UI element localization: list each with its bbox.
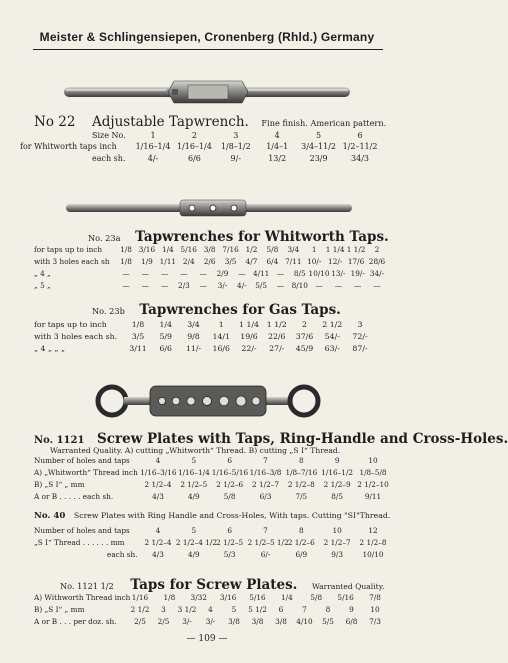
screw-plate-image — [96, 381, 320, 421]
adjustable-tapwrench-image — [62, 75, 354, 109]
s40-counts-cell: 6 — [227, 526, 232, 535]
s23b-h4-cell: 22/- — [241, 344, 257, 353]
s1121h-a-cell: 5/16 — [249, 593, 266, 602]
s22-label-1: for Whitworth taps inch — [20, 142, 117, 151]
s23a-h3-cell: 6/4 — [266, 257, 279, 266]
s22-sizes-cell: 6 — [357, 131, 363, 140]
s23b-sizes-cell: 1/4 — [159, 320, 173, 329]
s23a-title: Tapwrenches for Whitworth Taps. — [135, 229, 389, 245]
s23a-h5-cell: — — [122, 281, 130, 290]
s1121-b-cell: 2 1/2–6 — [216, 480, 244, 489]
s23a-h4-cell: 4/11 — [252, 269, 270, 278]
s1121-prices-cell: 9/11 — [364, 492, 382, 501]
s1121h-prices-cell: 3/8 — [251, 617, 264, 626]
s23a-h4-cell: 2/9 — [216, 269, 229, 278]
s1121h-prices-cell: 3/8 — [228, 617, 240, 626]
s23a-h4-cell: 19/- — [350, 269, 365, 278]
s23b-h4-cell: 3/11 — [129, 344, 147, 353]
s23a-sizes-cell: 5/8 — [266, 245, 279, 254]
s23a-h3-cell: 1/9 — [141, 257, 153, 266]
s22-sizes-cell: 1 — [150, 131, 156, 140]
s1121h-number: No. 1121 1/2 — [60, 581, 114, 591]
s1121-a-cell: 1/16–1/4 — [177, 468, 210, 477]
s1121h-prices-cell: 3/- — [182, 617, 192, 626]
s1121h-a-cell: 1/16 — [131, 593, 149, 602]
s40-counts-cell: 5 — [191, 526, 197, 535]
s23b-h3-cell: 9/8 — [187, 332, 200, 341]
s22-table — [0, 131, 414, 167]
s23a-h4-cell: — — [238, 269, 246, 278]
s1121-counts-cell: 5 — [191, 456, 197, 465]
s23a-h5-cell: 3/- — [217, 281, 228, 290]
s23a-sizes-cell: 1/4 — [161, 245, 174, 254]
s40-mm-cell: 2 1/2–5 — [216, 538, 244, 547]
s23a-h3-cell: 28/6 — [368, 257, 386, 266]
s1121h-a-cell: 1/4 — [281, 593, 293, 602]
s1121-number: No. 1121 — [34, 435, 85, 446]
page-header: Meister & Schlingensiepen, Cronenberg (Rhld.) Germany — [39, 30, 375, 44]
s23a-h5-cell: — — [276, 281, 285, 290]
s40-label-2: each sh. — [107, 550, 138, 559]
s23a-h3-cell: 17/6 — [347, 257, 365, 266]
s23a-sizes-cell: 3/16 — [138, 245, 156, 254]
s40-prices-cell: 10/10 — [362, 550, 384, 559]
s1121h-label-1: B) „S I“ „ mm — [34, 605, 85, 614]
s23a-sizes-cell: 1 1/4 — [325, 245, 345, 254]
s1121-counts-cell: 7 — [263, 456, 268, 465]
s1121-a-cell: 1/8–7/16 — [285, 468, 318, 477]
s40-mm-cell: 2 1/2–4 — [144, 538, 172, 547]
s23a-sizes-cell: 1 1/2 — [346, 245, 366, 254]
s23b-h4-cell: 27/- — [269, 344, 285, 353]
s23b-sizes-cell: 1 1/2 — [266, 320, 287, 329]
s1121h-b-cell: 3 — [161, 605, 166, 614]
s40-counts-cell: 4 — [155, 526, 161, 535]
s1121h-prices-cell: 3/8 — [275, 617, 287, 626]
s1121-b-cell: 2 1/2–7 — [252, 480, 279, 489]
s23a-table — [0, 245, 414, 293]
s23a-h4-cell: — — [199, 269, 207, 278]
s23a-sizes-cell: 2 — [374, 245, 380, 254]
s1121h-a-cell: 1/8 — [163, 593, 176, 602]
s1121-prices-cell: 6/3 — [259, 492, 272, 501]
s23b-h4-cell: 87/- — [352, 344, 368, 353]
s1121h-b-cell: 2 1/2 — [130, 605, 150, 614]
s22-title: Adjustable Tapwrench. — [92, 114, 249, 130]
s22-sizes-cell: 5 — [316, 131, 322, 140]
s23b-sizes-cell: 2 — [302, 320, 307, 329]
s23a-h4-cell: 34/- — [369, 269, 385, 278]
s1121-counts-cell: 9 — [334, 456, 340, 465]
s22-taps-cell: 1/16–1/4 — [135, 142, 171, 151]
s23b-h3-cell: 3/5 — [131, 332, 145, 341]
s40-mm-cell: 2 1/2–6 — [287, 538, 315, 547]
s1121-a-cell: 1/16–5/16 — [211, 468, 249, 477]
s1121-counts-cell: 10 — [368, 456, 378, 465]
s23a-h5-cell: — — [141, 281, 149, 290]
s1121h-b-cell: 7 — [302, 605, 307, 614]
s23a-h5-cell: — — [354, 281, 362, 290]
s23b-h4-cell: 11/- — [185, 344, 202, 353]
s22-taps-cell: 1/16–1/4 — [176, 142, 212, 151]
s1121h-b-cell: 6 — [278, 605, 284, 614]
s23a-h3-cell: 1/8 — [120, 257, 132, 266]
s1121h-label-2: A or B . . . per doz. sh. — [34, 617, 117, 626]
s22-prices-cell: 9/- — [230, 154, 242, 163]
s40-prices-cell: 6/- — [260, 550, 271, 559]
s23a-h4-cell: — — [276, 269, 285, 278]
s1121-label-2: B) „S I“ „ mm — [34, 480, 85, 489]
s1121h-a-cell: 3/32 — [190, 593, 207, 602]
s1121-counts-cell: 8 — [299, 456, 304, 465]
s22-label-0: Size No. — [92, 131, 126, 140]
s22-sizes-cell: 3 — [233, 131, 239, 140]
s1121h-b-cell: 8 — [325, 605, 331, 614]
s23b-label-2: „ 4 „ „ „ — [34, 344, 66, 353]
s23b-sizes-cell: 3 — [357, 320, 363, 329]
s23b-sizes-cell: 1/8 — [131, 320, 145, 329]
s23a-h5-cell: — — [373, 281, 381, 290]
s1121h-prices-cell: 7/3 — [369, 617, 381, 626]
s23a-sizes-cell: 1/2 — [245, 245, 258, 254]
s23a-h5-cell: 2/3 — [178, 281, 190, 290]
s1121h-a-cell: 5/16 — [337, 593, 354, 602]
s1121-counts-cell: 4 — [155, 456, 161, 465]
s1121-a-cell: 1/16–1/2 — [321, 468, 354, 477]
s1121-b-cell: 2 1/2–9 — [323, 480, 351, 489]
s40-title: Screw Plates with Ring Handle and Cross-Holes, With taps. Cutting "SI"Thread. — [73, 511, 391, 520]
s1121h-a-cell: 5/8 — [310, 593, 323, 602]
s1121h-prices-cell: 2/5 — [134, 617, 146, 626]
s22-taps-cell: 1/4–1 — [266, 142, 289, 151]
s1121-a-cell: 1/16–3/16 — [140, 468, 177, 477]
s22-number: No 22 — [34, 114, 76, 130]
s23b-h3-cell: 5/9 — [159, 332, 173, 341]
s23a-h4-cell: — — [122, 269, 130, 278]
s23a-label-2: „ 4 „ — [34, 269, 51, 278]
s23b-sizes-cell: 1 1/4 — [239, 320, 259, 329]
s40-prices-cell: 4/9 — [187, 550, 200, 559]
s1121-label-3: A or B . . . . . each sh. — [34, 492, 114, 501]
s1121h-title: Taps for Screw Plates. — [130, 577, 298, 593]
s22-label-2: each sh. — [92, 154, 126, 163]
header-rule — [33, 49, 383, 50]
s1121-counts-cell: 6 — [227, 456, 232, 465]
s23a-h5-cell: — — [334, 281, 343, 290]
s23a-sizes-cell: 1/8 — [120, 245, 132, 254]
s40-table — [0, 526, 414, 562]
s40-prices-cell: 4/3 — [152, 550, 164, 559]
s23a-h3-cell: 1/11 — [159, 257, 177, 266]
s23b-h4-cell: 16/6 — [212, 344, 230, 353]
s1121h-b-cell: 5 — [231, 605, 237, 614]
s40-label-0: Number of holes and taps — [34, 526, 130, 535]
s23a-h3-cell: 3/5 — [224, 257, 237, 266]
s23b-sizes-cell: 3/4 — [187, 320, 200, 329]
s22-prices-cell: 34/3 — [351, 154, 369, 163]
s1121h-b-cell: 10 — [370, 605, 380, 614]
s1121-title: Screw Plates with Taps, Ring-Handle and Cross-Holes. — [97, 431, 508, 447]
s40-counts-cell: 8 — [299, 526, 304, 535]
s40-mm-cell: 2 1/2–5 1/2 — [247, 538, 289, 547]
s23a-h4-cell: — — [141, 269, 149, 278]
s40-prices-cell: 6/9 — [295, 550, 308, 559]
s40-label-1: „S I“ Thread . . . . . . mm — [34, 538, 125, 547]
s23b-h4-cell: 63/- — [324, 344, 340, 353]
s22-taps-cell: 3/4–11/2 — [301, 142, 337, 151]
s40-prices-cell: 9/3 — [331, 550, 344, 559]
s23b-table — [0, 320, 414, 358]
s23a-h4-cell: — — [180, 269, 188, 278]
s23a-sizes-cell: 5/16 — [180, 245, 197, 254]
s23a-h3-cell: 12/- — [328, 257, 343, 266]
s23a-h3-cell: 2/4 — [182, 257, 195, 266]
s1121-b-cell: 2 1/2–10 — [357, 480, 389, 489]
s1121h-b-cell: 5 1/2 — [248, 605, 267, 614]
s1121-b-cell: 2 1/2–8 — [287, 480, 315, 489]
s40-number: No. 40 — [34, 511, 66, 521]
s23a-sizes-cell: 1 — [311, 245, 317, 254]
s23b-title: Tapwrenches for Gas Taps. — [139, 302, 341, 318]
s22-prices-cell: 23/9 — [309, 154, 328, 163]
s23b-h4-cell: 6/6 — [159, 344, 173, 353]
s1121-label-0: Number of holes and taps — [34, 456, 130, 465]
tapwrench-whitworth-image — [64, 197, 352, 219]
s1121h-prices-cell: 6/8 — [345, 617, 358, 626]
s40-prices-cell: 5/3 — [223, 550, 236, 559]
s22-note: Fine finish. American pattern. — [261, 118, 387, 128]
s23a-h5-cell: — — [160, 281, 169, 290]
s23a-h5-cell: — — [315, 281, 323, 290]
s23b-sizes-cell: 2 1/2 — [322, 320, 343, 329]
s1121-prices-cell: 7/5 — [295, 492, 308, 501]
s1121-a-cell: 1/8–5/8 — [359, 468, 387, 477]
s23b-h3-cell: 22/6 — [267, 332, 286, 341]
s23a-h3-cell: 4/7 — [245, 257, 258, 266]
s1121h-b-cell: 9 — [349, 605, 354, 614]
s23b-h3-cell: 54/- — [324, 332, 340, 341]
s22-prices-cell: 6/6 — [187, 154, 201, 163]
s1121-table — [0, 456, 414, 506]
s23a-h5-cell: 5/5 — [255, 281, 268, 290]
s1121h-b-cell: 3 1/2 — [177, 605, 197, 614]
s23a-h5-cell: 8/10 — [291, 281, 308, 290]
s22-prices-cell: 13/2 — [268, 154, 287, 163]
page-number: — 109 — — [186, 634, 228, 644]
s1121h-label-0: A) Withworth Thread inch — [34, 593, 131, 602]
s1121-prices-cell: 4/9 — [187, 492, 200, 501]
s1121-a-cell: 1/16–3/8 — [249, 468, 282, 477]
s1121h-prices-cell: 4/10 — [296, 617, 313, 626]
s23b-label-1: with 3 holes each sh. — [34, 332, 118, 341]
s23b-number: No. 23b — [92, 306, 125, 316]
s40-counts-cell: 10 — [332, 526, 342, 535]
s1121-b-cell: 2 1/2–5 — [180, 480, 208, 489]
s23a-h4-cell: 8/5 — [293, 269, 306, 278]
s1121h-b-cell: 4 — [208, 605, 213, 614]
s23a-h5-cell: 4/- — [237, 281, 247, 290]
s40-counts-cell: 7 — [263, 526, 268, 535]
s1121h-table — [0, 593, 414, 629]
s23b-h3-cell: 37/6 — [295, 332, 314, 341]
s23a-sizes-cell: 7/16 — [222, 245, 239, 254]
s22-sizes-cell: 2 — [191, 131, 197, 140]
s23a-sizes-cell: 3/4 — [287, 245, 300, 254]
s23a-h4-cell: 10/10 — [308, 269, 330, 278]
s23b-sizes-cell: 1 — [218, 320, 224, 329]
s23a-h3-cell: 7/11 — [285, 257, 302, 266]
s23b-h3-cell: 19/6 — [240, 332, 258, 341]
s1121h-prices-cell: 3/- — [205, 617, 216, 626]
s23b-label-0: for taps up to inch — [34, 320, 107, 329]
s1121h-a-cell: 3/16 — [219, 593, 237, 602]
s1121-prices-cell: 4/3 — [152, 492, 164, 501]
s40-mm-cell: 2 1/2–7 — [323, 538, 351, 547]
s23b-h4-cell: 45/9 — [295, 344, 314, 353]
s23b-h3-cell: 72/- — [352, 332, 368, 341]
s23a-label-3: „ 5 „ — [34, 281, 51, 290]
s23a-h5-cell: — — [199, 281, 207, 290]
s23a-label-1: with 3 holes each sh — [34, 257, 110, 266]
s22-taps-cell: 1/8–1/2 — [220, 142, 251, 151]
s1121-prices-cell: 8/5 — [331, 492, 344, 501]
s22-taps-cell: 1/2–11/2 — [342, 142, 378, 151]
s23a-h3-cell: 2/6 — [203, 257, 216, 266]
s40-counts-cell: 12 — [368, 526, 378, 535]
s23a-h4-cell: — — [160, 269, 169, 278]
s23a-sizes-cell: 3/8 — [203, 245, 216, 254]
s23a-h3-cell: 10/- — [307, 257, 322, 266]
s23b-h3-cell: 14/1 — [212, 332, 230, 341]
s23a-h4-cell: 13/- — [331, 269, 346, 278]
s22-sizes-cell: 4 — [274, 131, 280, 140]
s1121h-prices-cell: 5/5 — [322, 617, 334, 626]
s1121-label-1: A) „Whitworth“ Thread inch — [34, 468, 138, 477]
s22-prices-cell: 4/- — [147, 154, 159, 163]
s1121-subtitle: Warranted Quality. A) cutting „Whitworth“ Thread. B) cutting „S I“ Thread. — [50, 446, 341, 455]
s1121h-note: Warranted Quality. — [311, 582, 385, 591]
s1121-b-cell: 2 1/2–4 — [144, 480, 172, 489]
s40-mm-cell: 2 1/2–8 — [359, 538, 387, 547]
s23a-number: No. 23a — [88, 233, 121, 243]
s40-mm-cell: 2 1/2–4 1/2 — [175, 538, 217, 547]
s1121h-a-cell: 7/8 — [369, 593, 381, 602]
s23a-label-0: for taps up to inch — [34, 245, 103, 254]
s1121h-prices-cell: 2/5 — [157, 617, 170, 626]
s1121-prices-cell: 5/8 — [223, 492, 236, 501]
